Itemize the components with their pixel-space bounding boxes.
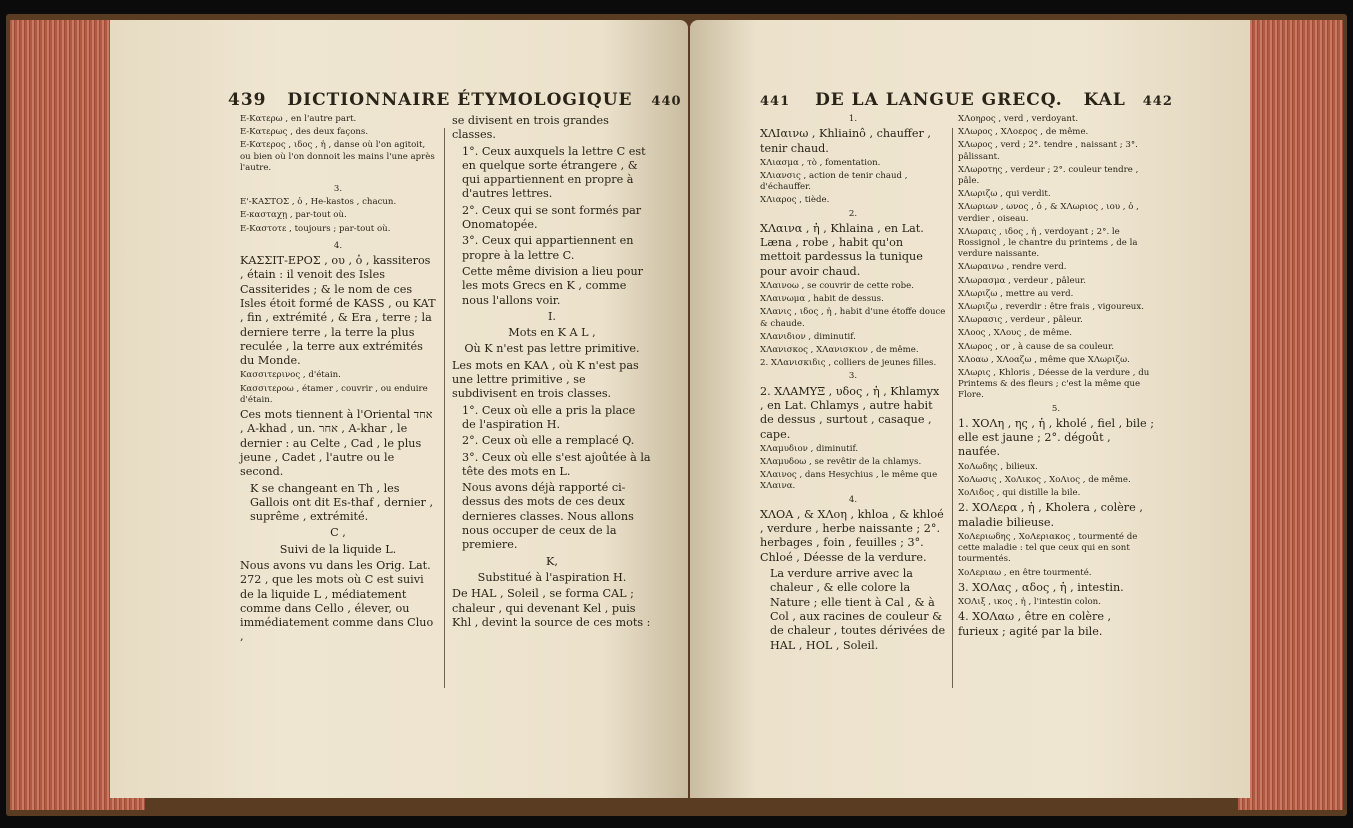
entry: ΧΛωραις , ιδος , ἡ , verdoyant ; 2°. le Rossignol , le chantre du printems , de la verdure naissante. [958, 226, 1138, 260]
entry: ΧοΛωσις , ΧοΛικος , ΧοΛιος , de même. [958, 474, 1131, 485]
entry: ΧΛαινος , dans Hesychius , le même que ΧΛαινα. [760, 470, 938, 492]
entry: Κασσιτερινος , d'étain. [240, 370, 341, 381]
right-column-2 [958, 114, 1154, 641]
column-divider [444, 128, 445, 688]
section-subheading: Substitué à l'aspiration H. [477, 570, 627, 584]
paragraph: se divisent en trois grandes classes. [452, 114, 609, 142]
section-subheading: Où K n'est pas lettre primitive. [464, 342, 640, 356]
entry: 1. ΧΟΛη , ης , ἡ , kholé , fiel , bile ; elle est jaune ; 2°. dégoût , naufée. [958, 416, 1155, 459]
paragraph: K se changeant en Th , les Gallois ont dit Es-thaf , dernier , suprême , extrémité. [250, 481, 434, 524]
section-number: 2. [848, 208, 858, 219]
section-number: 1. [848, 114, 858, 124]
paragraph: Cette même division a lieu pour les mots Grecs en K , comme nous l'allons voir. [462, 264, 644, 307]
paragraph: Nous avons vu dans les Orig. Lat. 272 , que les mots où C est suivi de la liquide L , médiatement comme dans Cello , élever, ou immédiatement comme dans Cluo , [240, 558, 434, 644]
page-number-439: 439 [228, 90, 267, 110]
section-number: 5. [1051, 403, 1061, 414]
section-heading: C , [330, 526, 346, 540]
page-number-441: 441 [760, 94, 791, 109]
entry: ΧοΛεριωδης , ΧοΛεριακος , tourmenté de cette maladie : tel que ceux qui en sont tourmentés. [958, 531, 1138, 565]
page-number-442: 442 [1142, 94, 1173, 109]
entry: ΧΛωρος , or , à cause de sa couleur. [958, 341, 1114, 352]
entry: 2. ΧΟΛερα , ἡ , Kholera , colère , maladie bilieuse. [958, 501, 1143, 529]
entry: ΧΟΛιξ , ικος , ἡ , l'intestin colon. [958, 597, 1101, 608]
entry: ΧΛΙαινω , Khliainô , chauffer , tenir chaud. [760, 127, 931, 155]
entry: ΧΛωρασμα , verdeur , pâleur. [958, 275, 1086, 286]
entry: ΚΑΣΣΙΤ-ΕΡΟΣ , ου , ὁ , kassiteros , étain : il venoit des Isles Cassiterides ; & le nom de ces Isles étoit formé de KASS , ou KAT , fin , extrémité , & Era , terre ; la derniere terre , la terre la plus reculée , la terre aux extrémités du Monde. [240, 254, 436, 368]
entry: ΧοΛεριαω , en être tourmenté. [958, 567, 1092, 578]
entry: 2. ΧΛανισκιδις , colliers de jeunes filles. [760, 358, 937, 369]
entry: ΧΛανισκος , ΧΛανισκιον , de même. [760, 345, 919, 356]
entry: Ε-Καστοτε , toujours ; par-tout où. [240, 223, 391, 234]
entry: ΧΛανιδιον , diminutif. [760, 331, 856, 342]
entry: ΧΛωριζω , qui verdit. [958, 189, 1051, 200]
paragraph: 3°. Ceux où elle s'est ajoûtée à la tête des mots en L. [462, 450, 651, 478]
entry: ΧΛοος , ΧΛους , de même. [958, 328, 1072, 339]
right-page-edges [1238, 20, 1343, 810]
entry: ΧΛωροτης , verdeur ; 2°. couleur tendre , pâle. [958, 164, 1139, 187]
entry: 3. ΧΟΛας , αδος , ἡ , intestin. [958, 580, 1124, 594]
entry: Ε'-ΚΑΣΤΟΣ , ὁ , He-kastos , chacun. [240, 197, 397, 208]
entry: Κασσιτεροω , étamer , couvrir , ou enduire d'étain. [240, 383, 428, 405]
right-column-1 [760, 114, 946, 655]
entry: ΧΛωραινω , rendre verd. [958, 262, 1067, 273]
entry: Ε-Κατερως , des deux façons. [240, 127, 369, 138]
entry: ΧΛοηρος , verd , verdoyant. [958, 114, 1079, 124]
entry: ΧΛοαω , ΧΛοαζω , même que ΧΛωριζω. [958, 354, 1130, 365]
right-header-title: DE LA LANGUE GRECQ. [815, 90, 1063, 110]
section-subheading: Suivi de la liquide L. [279, 542, 397, 556]
paragraph: Les mots en ΚΑΛ , où K n'est pas une lettre primitive , se subdivisent en trois classes. [452, 358, 639, 401]
section-heading: K, [546, 554, 558, 568]
entry: Ε-Κατερος , ιδος , ἡ , danse où l'on agitoit, ou bien où l'on donnoit les mains l'une après l'autre. [240, 140, 435, 173]
left-page [110, 20, 688, 798]
entry: ΧΛαινοω , se couvrir de cette robe. [760, 281, 914, 291]
paragraph: 2°. Ceux qui se sont formés par Onomatopée. [462, 203, 642, 232]
entry: ΧΛωριζω , reverdir : être frais , vigoureux. [958, 302, 1144, 313]
entry: Ε-Κατερω , en l'autre part. [240, 114, 357, 124]
column-divider [952, 128, 953, 688]
entry: ΧΛωρις , Khloris , Déesse de la verdure , du Printems & des fleurs ; c'est la même que Flore. [958, 368, 1150, 401]
paragraph: 1°. Ceux où elle a pris la place de l'aspiration H. [462, 403, 636, 431]
section-number: 4. [333, 240, 343, 251]
paragraph: De HAL , Soleil , se forma CAL ; chaleur , qui devenant Kel , puis Khl , devint la source de ces mots : [452, 587, 651, 629]
entry: ΧΛωρασις , verdeur , pâleur. [958, 315, 1083, 326]
paragraph: 1°. Ceux auxquels la lettre C est en quelque sorte étrangere , & qui appartiennent en propre à d'autres lettres. [462, 144, 646, 201]
entry: 4. ΧΟΛαω , être en colère , furieux ; agité par la bile. [958, 610, 1112, 638]
entry: ΧΛιανσις , action de tenir chaud , d'échauffer. [760, 171, 908, 193]
entry: ΧΛωριων , ωνος , ὁ , & ΧΛωριος , ιου , ὁ , verdier , oiseau. [958, 202, 1139, 224]
paragraph: Nous avons déjà rapporté ci-dessus des mots de ces deux dernieres classes. Nous allons nous occuper de ceux de la premiere. [462, 481, 634, 552]
paragraph: La verdure arrive avec la chaleur , & elle colore la Nature ; elle tient à Cal , & à Col , aux racines de couleur & de chaleur , toutes dérivées de HAL , HOL , Soleil. [770, 567, 946, 652]
entry: ΧοΛωδης , bilieux. [958, 461, 1038, 472]
entry: ΧοΛιδος , qui distille la bile. [958, 488, 1081, 499]
right-header-tag: KAL [1083, 90, 1126, 110]
page-number-440: 440 [651, 94, 682, 109]
section-number: 3. [333, 184, 343, 195]
section-number: 3. [848, 371, 858, 382]
entry: 2. ΧΛΑΜΥΞ , υδος , ἡ , Khlamyx , en Lat. Chlamys , autre habit de dessus , surtout , casaque , cape. [760, 384, 940, 441]
entry: ΧΛΟΑ , & ΧΛοη , khloa , & khloé , verdure , herbe naissante ; 2°. herbages , foin , feuilles ; 3°. Chloé , Déesse de la verdure. [760, 507, 944, 564]
entry: ΧΛαμυδοω , se revêtir de la chlamys. [760, 457, 922, 468]
entry: ΧΛωριζω , mettre au verd. [958, 288, 1074, 299]
entry: ΧΛανις , ιδος , ἡ , habit d'une étoffe douce & chaude. [760, 307, 946, 329]
entry: ΧΛιαρος , tiède. [760, 195, 830, 206]
entry: ΧΛαινα , ἡ , Khlaina , en Lat. Læna , robe , habit qu'on mettoit pardessus la tunique pour avoir chaud. [760, 221, 924, 278]
left-column-2 [452, 114, 652, 632]
entry: ΧΛωρος , ΧΛοερος , de même. [958, 127, 1089, 138]
right-page [690, 20, 1250, 798]
entry: Ε-κασταχῃ , par-tout où. [240, 210, 347, 221]
entry: ΧΛαινωμα , habit de dessus. [760, 294, 884, 305]
right-running-header [760, 90, 1173, 110]
left-column-1 [240, 114, 436, 647]
entry: ΧΛιασμα , τὸ , fomentation. [760, 157, 881, 168]
paragraph: Ces mots tiennent à l'Oriental אחד , A-khad , un. אחר , A-khar , le dernier : au Celte , Cad , le plus jeune , Cadet , l'autre ou le second. [240, 408, 433, 479]
section-subheading: Mots en K A L , [508, 326, 596, 340]
left-running-header [228, 90, 682, 110]
paragraph: 2°. Ceux où elle a remplacé Q. [462, 434, 635, 448]
paragraph: 3°. Ceux qui appartiennent en propre à la lettre C. [462, 234, 634, 262]
section-number: 4. [848, 494, 858, 505]
left-header-title: DICTIONNAIRE ÉTYMOLOGIQUE [287, 90, 633, 110]
section-heading: I. [548, 309, 556, 323]
entry: ΧΛωρος , verd ; 2°. tendre , naissant ; 3°. pâlissant. [958, 140, 1138, 162]
entry: ΧΛαμυδιον , diminutif. [760, 443, 859, 454]
